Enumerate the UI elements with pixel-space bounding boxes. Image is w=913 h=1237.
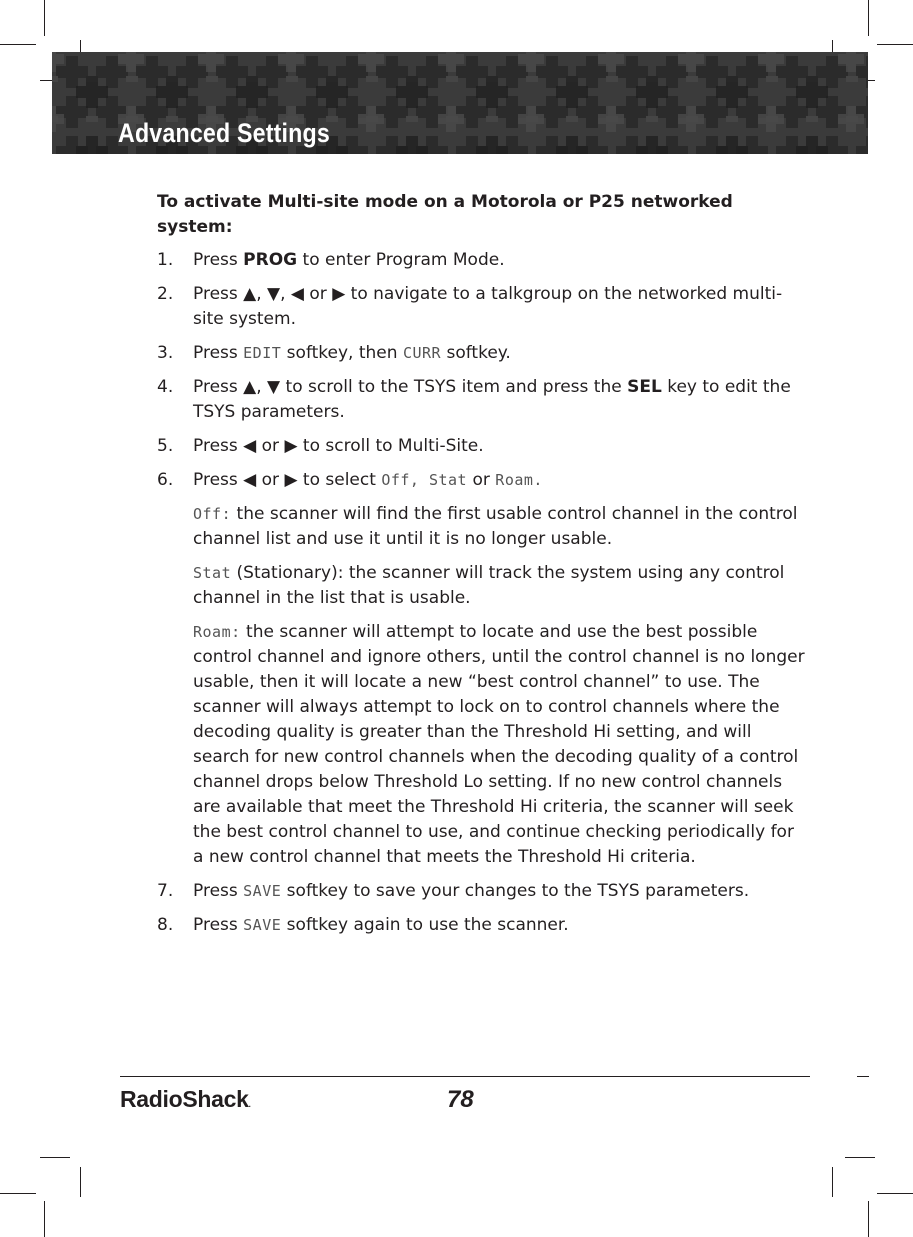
step-text: Press: [193, 284, 244, 304]
step-text: Press: [193, 470, 244, 490]
header-banner: [52, 52, 868, 154]
lcd-label: Off, Stat: [381, 471, 468, 489]
step-text: Press: [193, 250, 244, 270]
right-arrow-icon: ▶: [332, 284, 346, 304]
step-text: or: [256, 436, 285, 456]
left-arrow-icon: ◀: [243, 436, 257, 456]
step-text: to navigate to a talkgroup on the networked multi-site system.: [193, 284, 783, 329]
step-text: key to edit the TSYS parameters.: [193, 377, 791, 422]
step-number: 8.: [157, 915, 174, 935]
list-item: [157, 434, 807, 459]
logo-text: RadioShack: [120, 1086, 249, 1112]
step-text: Press: [193, 377, 244, 397]
lcd-label: SAVE: [243, 882, 282, 900]
crop-mark: [832, 1167, 833, 1197]
lcd-label: Roam:: [193, 623, 241, 641]
arrow-keys-icon: ▲, ▼, ◀: [243, 284, 304, 304]
brand-logo: [120, 1086, 251, 1113]
arrow-keys-icon: ▲, ▼: [243, 377, 281, 397]
list-item: [157, 879, 807, 904]
step-text: to scroll to the TSYS item and press the: [280, 377, 628, 397]
lcd-label: Stat: [193, 564, 232, 582]
crop-mark: [877, 1193, 913, 1194]
step-number: 5.: [157, 436, 174, 456]
list-item: [157, 282, 807, 332]
option-text: the scanner will attempt to locate and use the best possible control channel and ignore others, until the control channel is no longer usable, then it will locate a new “best control channel” to use. The scanner will always attempt to lock on to control channels where the decoding quality is greater than the Threshold Hi setting, and will search for new control channels when the decoding quality of a control channel drops below Threshold Lo setting. If no new control channels are available that meet the Threshold Hi criteria, the scanner will seek the best control channel to use, and continue checking periodically for a new control channel that meets the Threshold Hi criteria.: [193, 622, 805, 867]
step-text: or: [256, 470, 285, 490]
option-stat: [157, 561, 807, 611]
crop-mark: [857, 1076, 869, 1077]
list-item: [157, 341, 807, 366]
step-number: 3.: [157, 343, 174, 363]
crop-mark: [80, 1167, 81, 1197]
step-text: Press: [193, 881, 244, 901]
step-text: to scroll to Multi-Site.: [297, 436, 484, 456]
list-item: [157, 248, 807, 273]
step-text: Press: [193, 343, 244, 363]
step-number: 1.: [157, 250, 174, 270]
crop-mark: [44, 1201, 45, 1237]
logo-mark: .: [248, 1100, 251, 1109]
section-heading: To activate Multi-site mode on a Motorola or P25 networked system:: [157, 192, 733, 237]
page-title: Advanced Settings: [118, 118, 330, 148]
crop-mark: [868, 0, 869, 36]
lcd-label: EDIT: [243, 344, 282, 362]
right-arrow-icon: ▶: [284, 436, 298, 456]
step-text: or: [304, 284, 333, 304]
crop-mark: [845, 1157, 875, 1158]
step-number: 2.: [157, 284, 174, 304]
right-arrow-icon: ▶: [284, 470, 298, 490]
crop-mark: [0, 44, 36, 45]
lcd-label: Off:: [193, 505, 232, 523]
step-list: [157, 248, 807, 493]
lcd-label: Roam.: [495, 471, 543, 489]
step-text: to enter Program Mode.: [297, 250, 505, 270]
option-roam: [157, 620, 807, 870]
key-label: SEL: [627, 377, 662, 397]
left-arrow-icon: ◀: [243, 470, 257, 490]
option-off: [157, 502, 807, 552]
crop-mark: [868, 1201, 869, 1237]
step-text: softkey, then: [281, 343, 403, 363]
crop-mark: [40, 1157, 70, 1158]
key-label: PROG: [243, 250, 298, 270]
option-text: the scanner will find the first usable control channel in the control channel list and use it until it is no longer usable.: [193, 504, 798, 549]
step-text: to select: [297, 470, 382, 490]
list-item: [157, 375, 807, 425]
step-text: Press: [193, 436, 244, 456]
instructions: [157, 190, 807, 947]
step-number: 4.: [157, 377, 174, 397]
list-item: [157, 468, 807, 493]
option-text: (Stationary): the scanner will track the system using any control channel in the list that is usable.: [193, 563, 785, 608]
step-text: softkey again to use the scanner.: [281, 915, 569, 935]
step-text: Press: [193, 915, 244, 935]
crop-mark: [877, 44, 913, 45]
crop-mark: [44, 0, 45, 36]
page-number: 78: [447, 1086, 474, 1113]
list-item: [157, 913, 807, 938]
footer-divider: [120, 1076, 810, 1077]
crop-mark: [0, 1193, 36, 1194]
step-text: softkey.: [441, 343, 511, 363]
lcd-label: SAVE: [243, 916, 282, 934]
step-list: [157, 879, 807, 938]
lcd-label: CURR: [402, 344, 442, 362]
step-number: 7.: [157, 881, 174, 901]
step-text: or: [467, 470, 496, 490]
step-text: softkey to save your changes to the TSYS parameters.: [281, 881, 750, 901]
step-number: 6.: [157, 470, 174, 490]
